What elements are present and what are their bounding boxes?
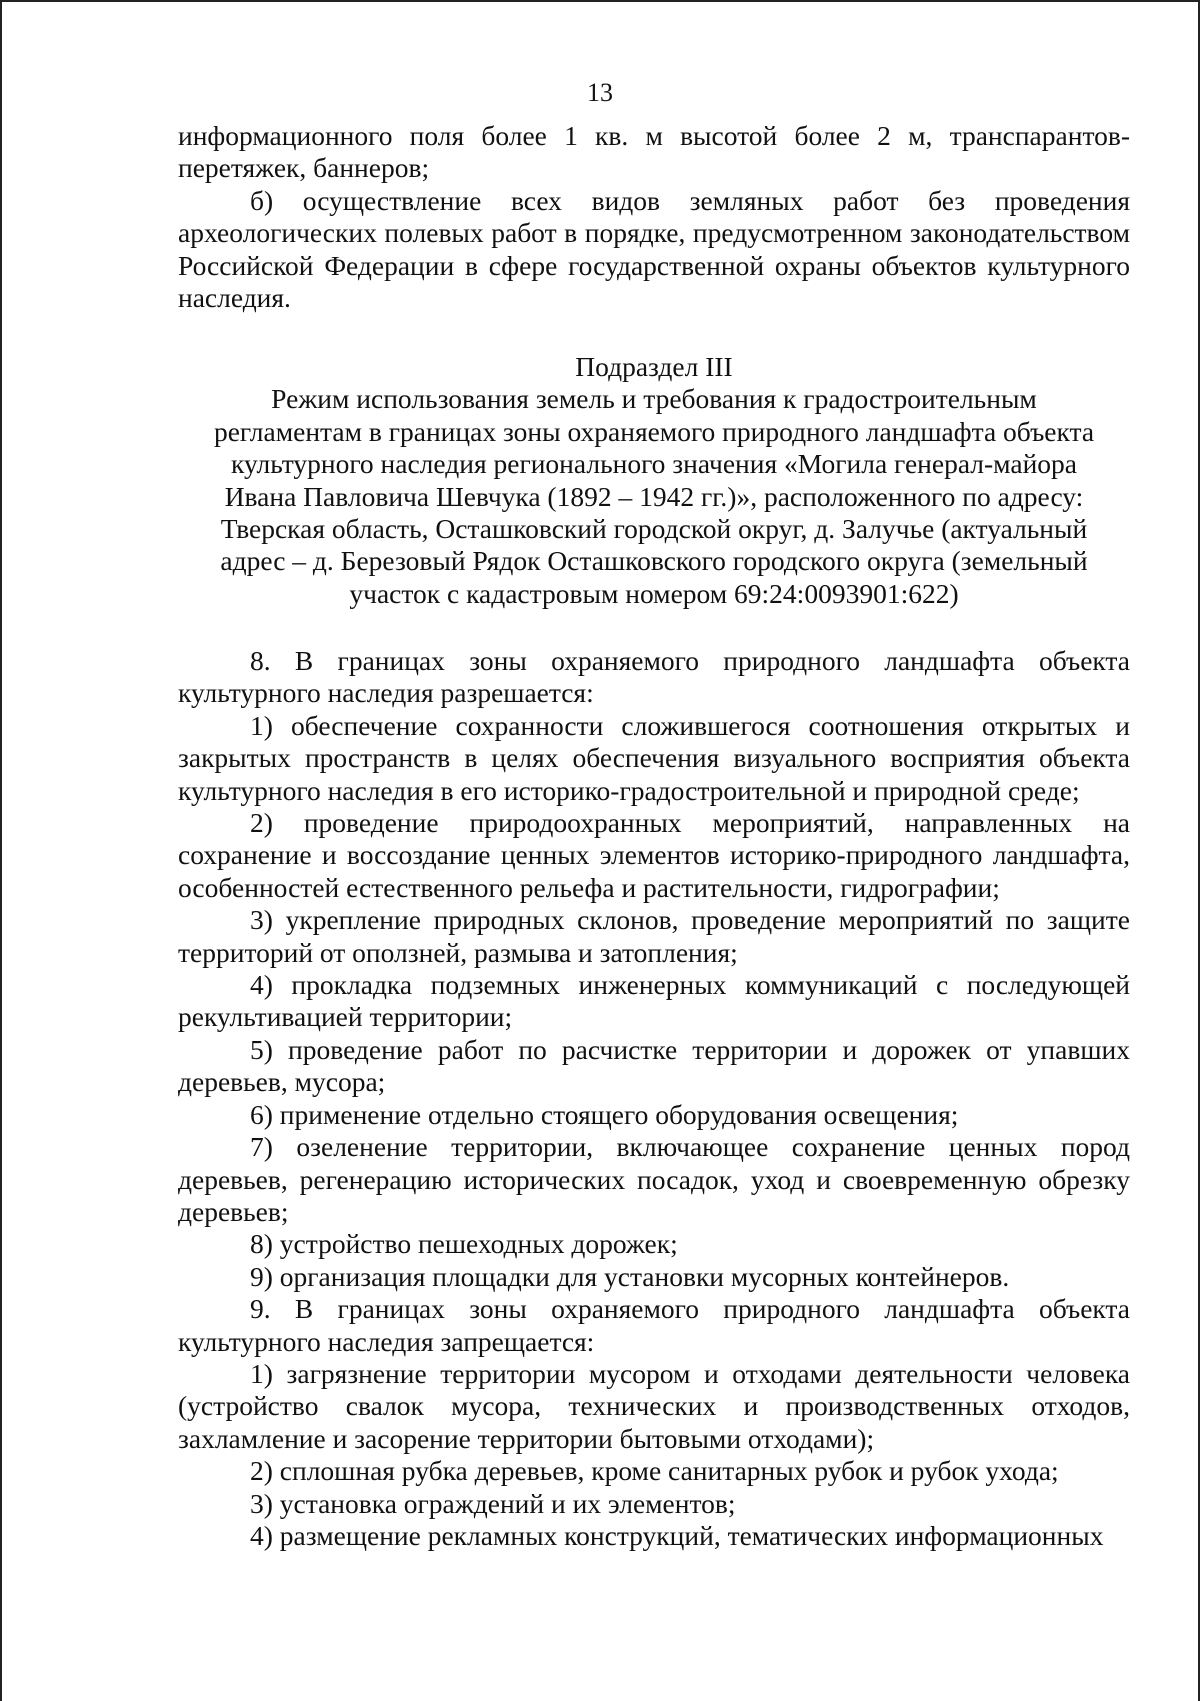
heading-line: Режим использования земель и требования к градостроительным bbox=[271, 383, 1037, 415]
heading-line: регламентам в границах зоны охраняемого природного ландшафта объекта bbox=[213, 415, 1095, 447]
list-item: 3) установка ограждений и их элементов; bbox=[250, 1487, 736, 1519]
list-item: 7) озеленение территории, включающее сохранение ценных пород деревьев, регенерацию исторических посадок, уход и своевременную обрезку деревьев; bbox=[178, 1131, 1130, 1227]
paragraph: б) осуществление всех видов земляных работ без проведения археологических полевых работ в порядке, предусмотренном законодательством Российской Федерации в сфере государственной охраны объектов культурного наследия. bbox=[178, 184, 1130, 314]
heading-line: Тверская область, Осташковский городской округ, д. Залучье (актуальный bbox=[220, 513, 1088, 545]
list-item: 9) организация площадки для установки мусорных контейнеров. bbox=[250, 1260, 1010, 1292]
section-9-lead: 9. В границах зоны охраняемого природного ландшафта объекта культурного наследия запрещается: bbox=[178, 1293, 1130, 1357]
heading-line: участок с кадастровым номером 69:24:0093901:622) bbox=[349, 577, 959, 609]
list-item: 1) обеспечение сохранности сложившегося соотношения открытых и закрытых пространств в целях обеспечения визуального восприятия объекта культурного наследия в его историко-градостроительной и природной среде; bbox=[178, 709, 1130, 806]
list-item: 6) применение отдельно стоящего оборудования освещения; bbox=[250, 1098, 959, 1130]
list-item: 5) проведение работ по расчистке территории и дорожек от упавших деревьев, мусора; bbox=[178, 1033, 1130, 1098]
subsection-title: Подраздел III bbox=[575, 351, 733, 382]
list-item: 4) размещение рекламных конструкций, тематических информационных bbox=[250, 1519, 1104, 1551]
list-item: 2) проведение природоохранных мероприятий, направленных на сохранение и воссоздание ценных элементов историко-природного ландшафта, особенностей естественного рельефа и растительности, гидрографии; bbox=[178, 807, 1130, 903]
main-body bbox=[178, 645, 1130, 1552]
heading-line: культурного наследия регионального значения «Могила генерал-майора bbox=[230, 448, 1078, 480]
list-item: 2) сплошная рубка деревьев, кроме санитарных рубок и рубок ухода; bbox=[250, 1455, 1059, 1487]
paragraph: информационного поля более 1 кв. м высотой более 2 м, транспарантов-перетяжек, баннеров; bbox=[178, 120, 1130, 184]
intro-block bbox=[178, 120, 1130, 314]
heading-line: адрес – д. Березовый Рядок Осташковского городского округа (земельный bbox=[220, 545, 1088, 577]
list-item: 1) загрязнение территории мусором и отходами деятельности человека (устройство свалок мусора, технических и производственных отходов, захламление и засорение территории бытовыми отходами); bbox=[178, 1357, 1130, 1454]
list-item: 4) прокладка подземных инженерных коммуникаций с последующей рекультивацией территории; bbox=[178, 969, 1130, 1033]
list-item: 8) устройство пешеходных дорожек; bbox=[250, 1228, 678, 1260]
subsection-heading bbox=[178, 351, 1130, 610]
list-item: 3) укрепление природных склонов, проведение мероприятий по защите территорий от оползней, размыва и затопления; bbox=[178, 904, 1130, 968]
heading-line: Ивана Павловича Шевчука (1892 – 1942 гг.)», расположенного по адресу: bbox=[224, 480, 1084, 512]
section-8-lead: 8. В границах зоны охраняемого природного ландшафта объекта культурного наследия разрешается: bbox=[178, 645, 1130, 709]
page-number: 13 bbox=[587, 78, 613, 107]
